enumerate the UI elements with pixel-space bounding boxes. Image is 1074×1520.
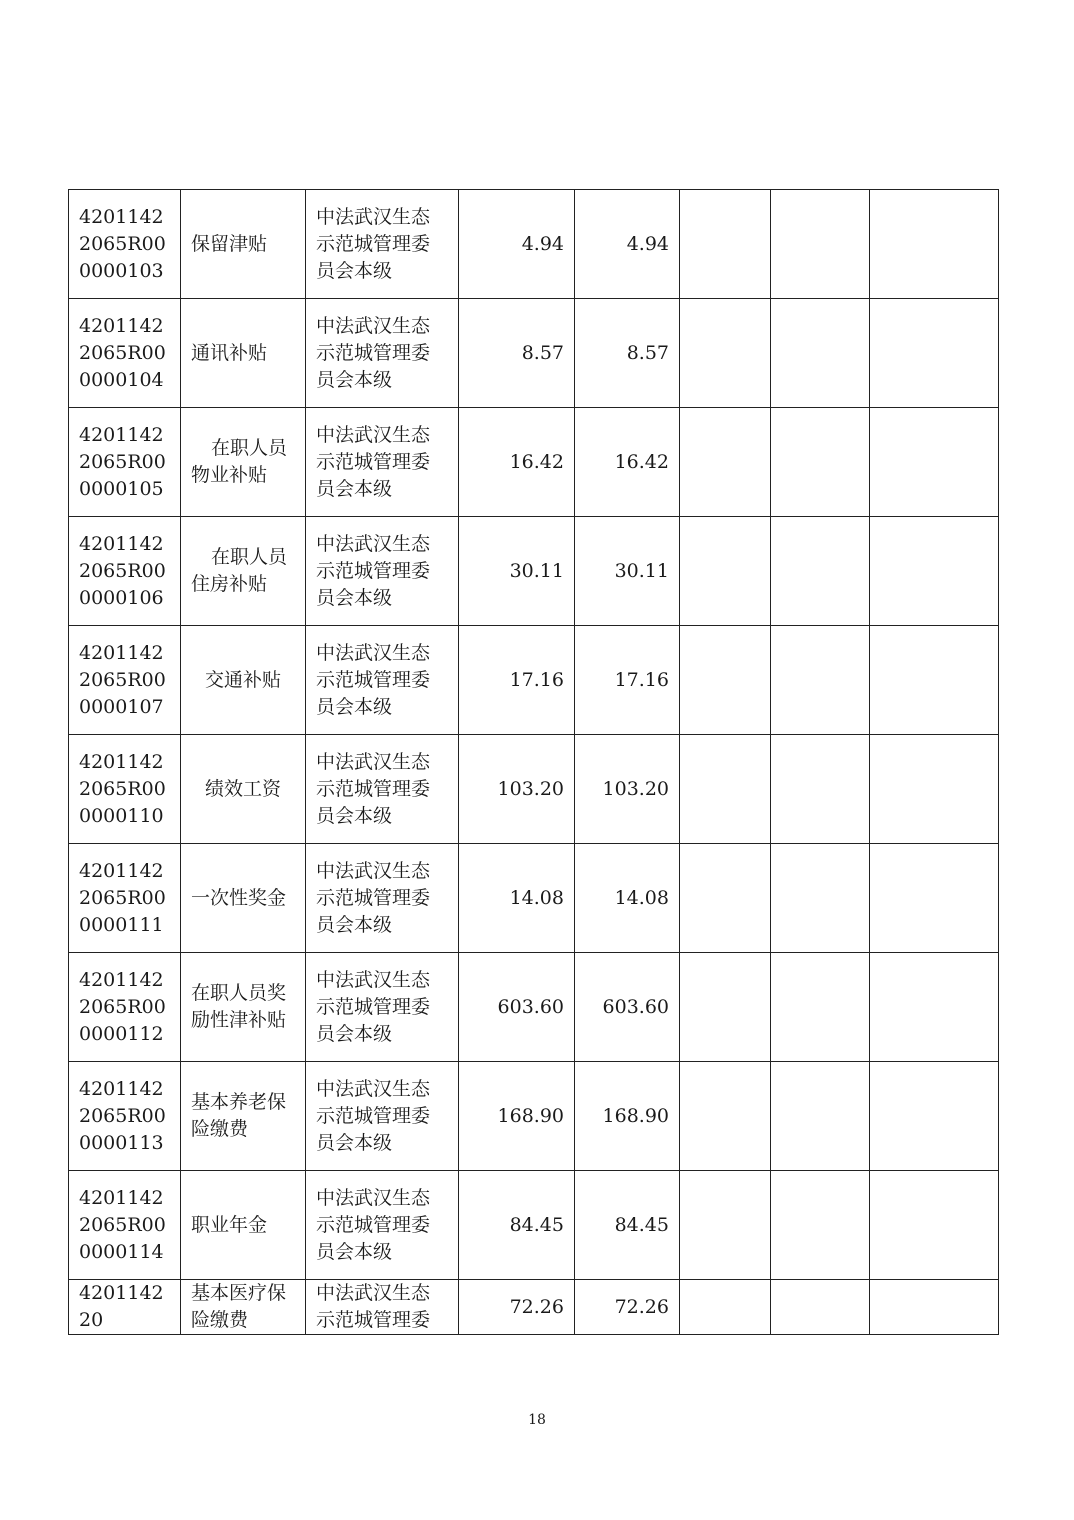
empty-cell [771, 408, 870, 517]
table-row [69, 408, 999, 517]
table-row [69, 1280, 999, 1335]
amount-total: 103.20 [459, 735, 575, 844]
amount-budget: 103.20 [575, 735, 680, 844]
project-code: 42011422065R000000103 [69, 190, 181, 299]
expense-item: 在职人员物业补贴 [181, 408, 306, 517]
amount-total: 4.94 [459, 190, 575, 299]
table-row [69, 626, 999, 735]
project-code: 42011422065R000000110 [69, 735, 181, 844]
expense-item: 职业年金 [181, 1171, 306, 1280]
amount-total: 30.11 [459, 517, 575, 626]
empty-cell [870, 408, 999, 517]
amount-budget: 30.11 [575, 517, 680, 626]
project-code: 42011422065R000000111 [69, 844, 181, 953]
empty-cell [870, 844, 999, 953]
amount-budget: 16.42 [575, 408, 680, 517]
table-row [69, 1062, 999, 1171]
project-code: 42011422065R000000113 [69, 1062, 181, 1171]
unit-name: 中法武汉生态示范城管理委员会本级 [306, 299, 459, 408]
amount-total: 168.90 [459, 1062, 575, 1171]
unit-name: 中法武汉生态示范城管理委员会本级 [306, 517, 459, 626]
empty-cell [771, 190, 870, 299]
empty-cell [870, 1171, 999, 1280]
empty-cell [680, 190, 771, 299]
table-row [69, 953, 999, 1062]
expense-item: 在职人员奖励性津补贴 [181, 953, 306, 1062]
empty-cell [680, 517, 771, 626]
amount-budget: 8.57 [575, 299, 680, 408]
expense-item: 基本医疗保险缴费 [181, 1280, 306, 1335]
empty-cell [771, 1171, 870, 1280]
unit-name: 中法武汉生态示范城管理委员会本级 [306, 1062, 459, 1171]
project-code: 42011422065R000000104 [69, 299, 181, 408]
unit-name: 中法武汉生态示范城管理委员会本级 [306, 735, 459, 844]
empty-cell [870, 1062, 999, 1171]
empty-cell [771, 1280, 870, 1335]
empty-cell [870, 190, 999, 299]
empty-cell [680, 626, 771, 735]
expense-item: 一次性奖金 [181, 844, 306, 953]
empty-cell [771, 844, 870, 953]
empty-cell [680, 299, 771, 408]
empty-cell [680, 408, 771, 517]
expense-item: 绩效工资 [181, 735, 306, 844]
empty-cell [771, 953, 870, 1062]
unit-name: 中法武汉生态示范城管理委员会本级 [306, 844, 459, 953]
table-row [69, 735, 999, 844]
amount-budget: 84.45 [575, 1171, 680, 1280]
project-code: 42011422065R000000114 [69, 1171, 181, 1280]
amount-total: 16.42 [459, 408, 575, 517]
unit-name: 中法武汉生态示范城管理委员会本级 [306, 626, 459, 735]
empty-cell [680, 1171, 771, 1280]
expense-item: 在职人员住房补贴 [181, 517, 306, 626]
amount-budget: 603.60 [575, 953, 680, 1062]
amount-budget: 17.16 [575, 626, 680, 735]
amount-total: 72.26 [459, 1280, 575, 1335]
project-code: 42011422065R000000112 [69, 953, 181, 1062]
empty-cell [870, 626, 999, 735]
amount-total: 84.45 [459, 1171, 575, 1280]
empty-cell [771, 299, 870, 408]
project-code: 42011422065R000000107 [69, 626, 181, 735]
expense-item: 通讯补贴 [181, 299, 306, 408]
empty-cell [680, 844, 771, 953]
amount-total: 14.08 [459, 844, 575, 953]
unit-name: 中法武汉生态示范城管理委员会本级 [306, 190, 459, 299]
empty-cell [870, 299, 999, 408]
expense-item: 保留津贴 [181, 190, 306, 299]
unit-name: 中法武汉生态示范城管理委 [306, 1280, 459, 1335]
empty-cell [870, 735, 999, 844]
empty-cell [771, 626, 870, 735]
expense-item: 基本养老保险缴费 [181, 1062, 306, 1171]
empty-cell [771, 517, 870, 626]
empty-cell [680, 1062, 771, 1171]
project-code: 42011422065R000000105 [69, 408, 181, 517]
amount-budget: 168.90 [575, 1062, 680, 1171]
table-row [69, 190, 999, 299]
table-row [69, 517, 999, 626]
amount-total: 17.16 [459, 626, 575, 735]
page-number: 18 [528, 1412, 546, 1428]
table-row [69, 1171, 999, 1280]
project-code: 420114220 [69, 1280, 181, 1335]
amount-budget: 14.08 [575, 844, 680, 953]
unit-name: 中法武汉生态示范城管理委员会本级 [306, 408, 459, 517]
empty-cell [771, 735, 870, 844]
empty-cell [771, 1062, 870, 1171]
empty-cell [870, 517, 999, 626]
amount-total: 8.57 [459, 299, 575, 408]
project-code: 42011422065R000000106 [69, 517, 181, 626]
empty-cell [870, 1280, 999, 1335]
table-row [69, 844, 999, 953]
amount-budget: 4.94 [575, 190, 680, 299]
empty-cell [680, 735, 771, 844]
unit-name: 中法武汉生态示范城管理委员会本级 [306, 1171, 459, 1280]
empty-cell [680, 1280, 771, 1335]
unit-name: 中法武汉生态示范城管理委员会本级 [306, 953, 459, 1062]
empty-cell [680, 953, 771, 1062]
amount-budget: 72.26 [575, 1280, 680, 1335]
budget-table [68, 189, 999, 1335]
expense-item: 交通补贴 [181, 626, 306, 735]
amount-total: 603.60 [459, 953, 575, 1062]
table-row [69, 299, 999, 408]
empty-cell [870, 953, 999, 1062]
